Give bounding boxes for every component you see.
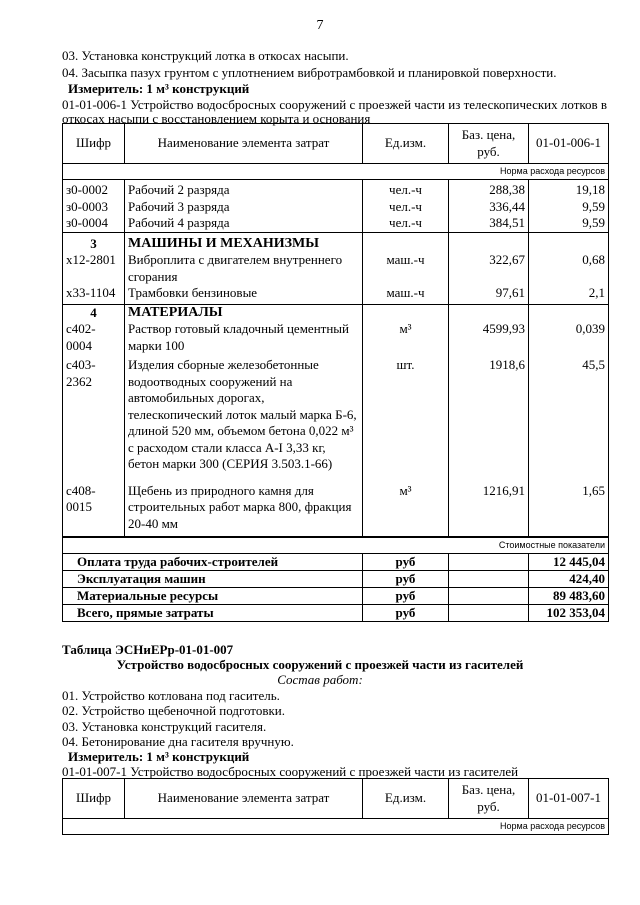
intro-step-3: 03. Установка конструкций лотка в откосах насыпи.	[62, 48, 349, 63]
table-row: с402-0004 Раствор готовый кладочный цементный марки 100 м³ 4599,93 0,039	[63, 321, 609, 354]
summary-row: Оплата труда рабочих-строителей руб 12 445,04	[63, 554, 609, 571]
work-step: 04. Бетонирование дна гасителя вручную.	[62, 734, 294, 749]
work-description-line1: 01-01-006-1 Устройство водосбросных сооружений с проезжей части из телескопических лотков в	[62, 97, 608, 112]
work-description-2: 01-01-007-1 Устройство водосбросных сооружений с проезжей части из гасителей	[62, 764, 519, 779]
page-number: 7	[316, 18, 324, 33]
measure-unit: Измеритель: 1 м³ конструкций	[68, 81, 250, 96]
summary-row: Эксплуатация машин руб 424,40	[63, 571, 609, 588]
cost-indicators-label: Стоимостные показатели	[63, 537, 609, 554]
table-row: х33-1104 Трамбовки бензиновые маш.-ч 97,61 2,1	[63, 285, 609, 304]
header-price: Баз. цена, руб.	[449, 124, 529, 164]
work-step: 01. Устройство котлована под гаситель.	[62, 688, 280, 703]
header-name: Наименование элемента затрат	[125, 124, 363, 164]
resource-table-006	[62, 123, 609, 622]
measure-unit-2: Измеритель: 1 м³ конструкций	[68, 749, 250, 764]
work-step: 02. Устройство щебеночной подготовки.	[62, 703, 285, 718]
table-row: з0-0004 Рабочий 4 разряда чел.-ч 384,51 9,59	[63, 215, 609, 232]
header-code: Шифр	[63, 124, 125, 164]
resource-table-007	[62, 778, 609, 835]
header-code: Шифр	[63, 779, 125, 819]
intro-step-4: 04. Засыпка пазух грунтом с уплотнением вибротрамбовкой и планировкой поверхности.	[62, 65, 557, 80]
header-norm-code: 01-01-007-1	[529, 779, 609, 819]
summary-row: Материальные ресурсы руб 89 483,60	[63, 588, 609, 605]
table-row: с408-0015 Щебень из природного камня для строительных работ марка 800, фракция 20-40 мм м³ 1216,91 1,65	[63, 483, 609, 538]
work-description-line2: откосах насыпи с восстановлением корыта и основания	[62, 111, 371, 126]
table-row: з0-0003 Рабочий 3 разряда чел.-ч 336,44 9,59	[63, 199, 609, 216]
table-title: Таблица ЭСНиЕРр-01-01-007	[62, 642, 234, 657]
header-unit: Ед.изм.	[363, 124, 449, 164]
header-unit: Ед.изм.	[363, 779, 449, 819]
section-heading-materials: 4 МАТЕРИАЛЫ	[63, 304, 609, 321]
norm-label: Норма расхода ресурсов	[63, 819, 609, 835]
work-step: 03. Установка конструкций гасителя.	[62, 719, 267, 734]
header-price: Баз. цена, руб.	[449, 779, 529, 819]
section-subtitle: Устройство водосбросных сооружений с проезжей части из гасителей	[116, 657, 524, 672]
table-row: з0-0002 Рабочий 2 разряда чел.-ч 288,38 19,18	[63, 180, 609, 199]
table-row: с403-2362 Изделия сборные железобетонные водоотводных сооружений на автомобильных дорогах, телескопический лоток малый марка Б-6, длиной 520 мм, объемом бетона 0,022 м³ с расходом стали класса А-I 3,33 кг, бетон марки 300 (СЕРИЯ 3.503.1-66) шт. 1918,6 45,5	[63, 354, 609, 483]
norm-label: Норма расхода ресурсов	[63, 164, 609, 180]
table-row: х12-2801 Виброплита с двигателем внутреннего сгорания маш.-ч 322,67 0,68	[63, 252, 609, 285]
header-norm-code: 01-01-006-1	[529, 124, 609, 164]
header-name: Наименование элемента затрат	[125, 779, 363, 819]
summary-row-total: Всего, прямые затраты руб 102 353,04	[63, 605, 609, 622]
section-heading-machines: 3 МАШИНЫ И МЕХАНИЗМЫ	[63, 232, 609, 252]
composition-heading: Состав работ:	[277, 672, 363, 687]
